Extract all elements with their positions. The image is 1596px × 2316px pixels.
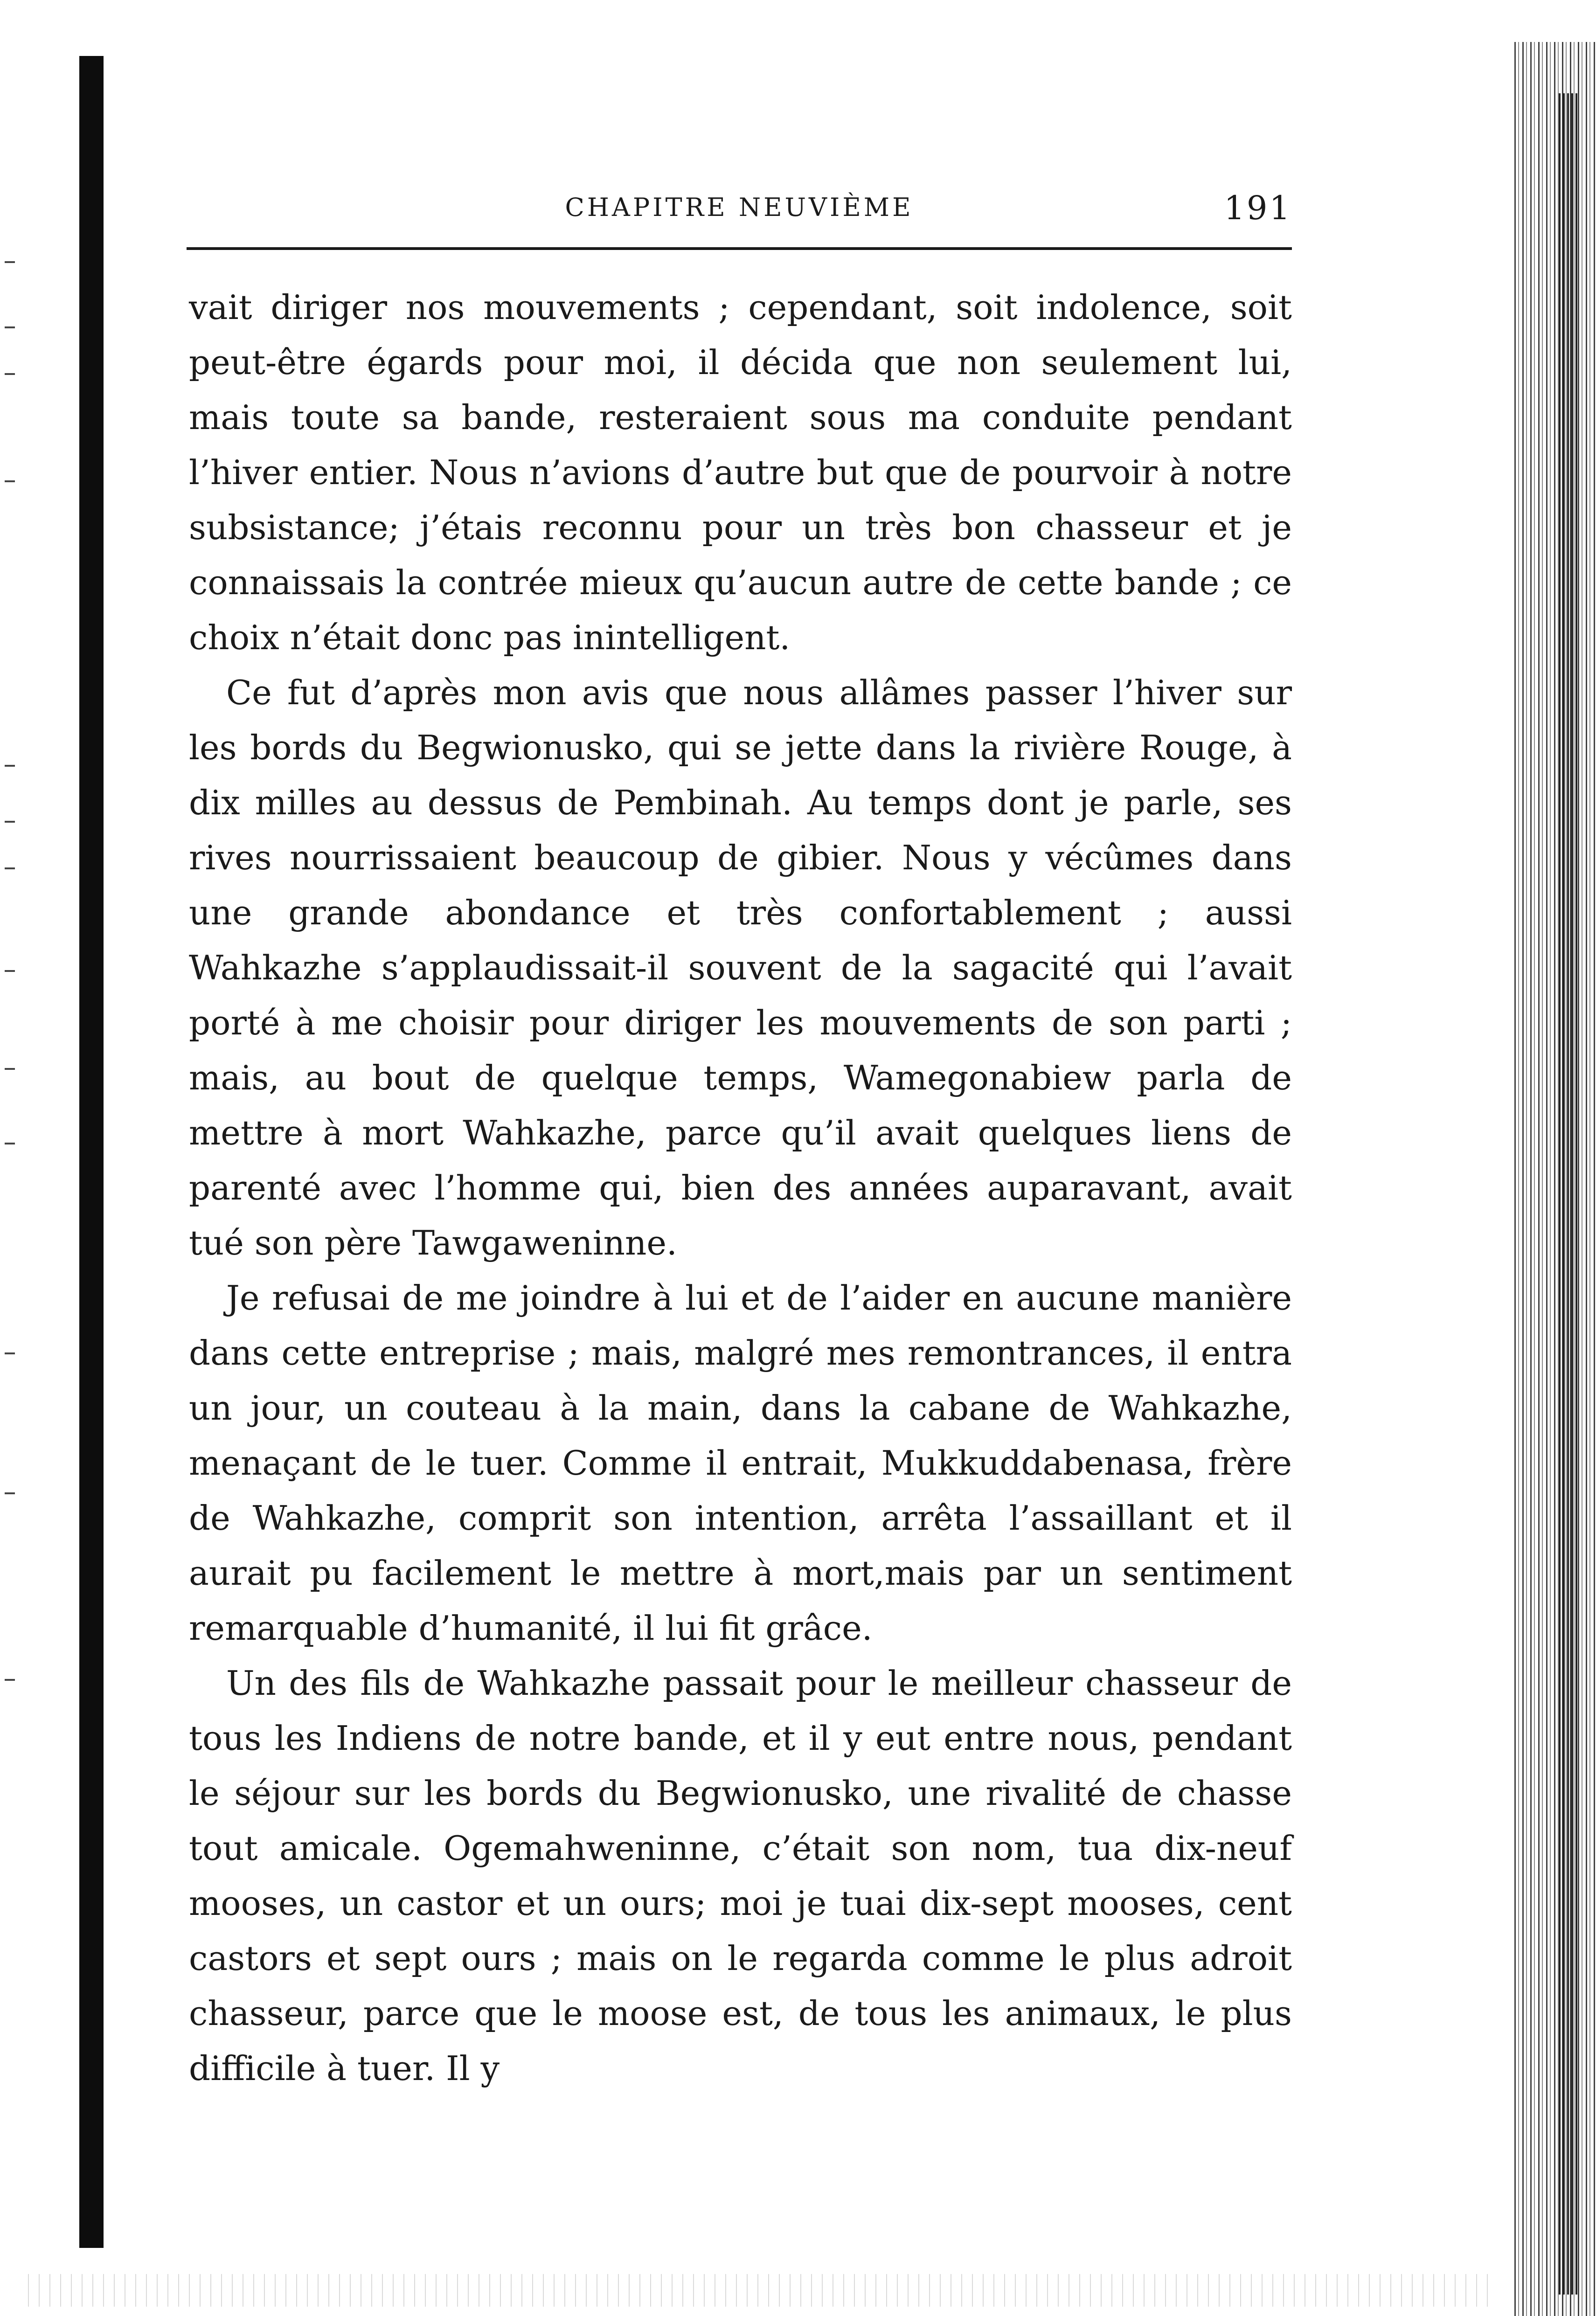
running-header bbox=[187, 189, 1292, 236]
page-number: 191 bbox=[1224, 189, 1292, 227]
paragraph: Ce fut d’après mon avis que nous allâmes passer l’hiver sur les bords du Begwionusko, qui se jette dans la rivière Rouge, à dix milles au dessus de Pembinah. Au temps dont je parle, ses rives nourrissaient beaucoup de gibier. Nous y vécûmes dans une grande abondance et très confortablement ; aussi Wahkazhe s’applaudissait-il souvent de la sagacité qui l’avait porté à me choisir pour diriger les mouvements de son parti ; mais, au bout de quelque temps, Wamegonabiew parla de mettre à mort Wahkazhe, parce qu’il avait quelques liens de parenté avec l’homme qui, bien des années auparavant, avait tué son père Tawgaweninne. bbox=[189, 673, 1292, 1262]
paragraph: Un des fils de Wahkazhe passait pour le meilleur chasseur de tous les Indiens de notre bande, et il y eut entre nous, pendant le séjour sur les bords du Begwionusko, une rivalité de chasse tout amicale. Ogemahweninne, c’était son nom, tua dix-neuf mooses, un castor et un ours; moi je tuai dix-sept mooses, cent castors et sept ours ; mais on le regarda comme le plus adroit chasseur, parce que le moose est, de tous les animaux, le plus difficile à tuer. Il y bbox=[189, 1664, 1292, 2088]
scan-edge-noise bbox=[1514, 42, 1596, 2316]
binding-shadow bbox=[79, 56, 104, 2248]
scan-bottom-noise bbox=[28, 2274, 1497, 2307]
body-text bbox=[189, 280, 1292, 2096]
header-rule bbox=[187, 247, 1292, 250]
paragraph: vait diriger nos mouvements ; cependant, soit indolence, soit peut-être égards pour moi, il décida que non seulement lui, mais toute sa bande, resteraient sous ma conduite pendant l’hiver entier. Nous n’avions d’autre but que de pourvoir à notre subsistance; j’étais reconnu pour un très bon chasseur et je connaissais la contrée mieux qu’aucun autre de cette bande ; ce choix n’était donc pas inintelligent. bbox=[189, 288, 1292, 657]
scan-edge-dark-band bbox=[1559, 93, 1577, 2295]
chapter-title: CHAPITRE NEUVIÈME bbox=[565, 193, 914, 222]
paragraph: Je refusai de me joindre à lui et de l’aider en aucune manière dans cette entreprise ; mais, malgré mes remontrances, il entra un jour, un couteau à la main, dans la cabane de Wahkazhe, menaçant de le tuer. Comme il entrait, Mukkuddabenasa, frère de Wahkazhe, comprit son intention, arrêta l’assaillant et il aurait pu facilement le mettre à mort,mais par un sentiment remarquable d’humanité, il lui fit grâce. bbox=[189, 1278, 1292, 1648]
